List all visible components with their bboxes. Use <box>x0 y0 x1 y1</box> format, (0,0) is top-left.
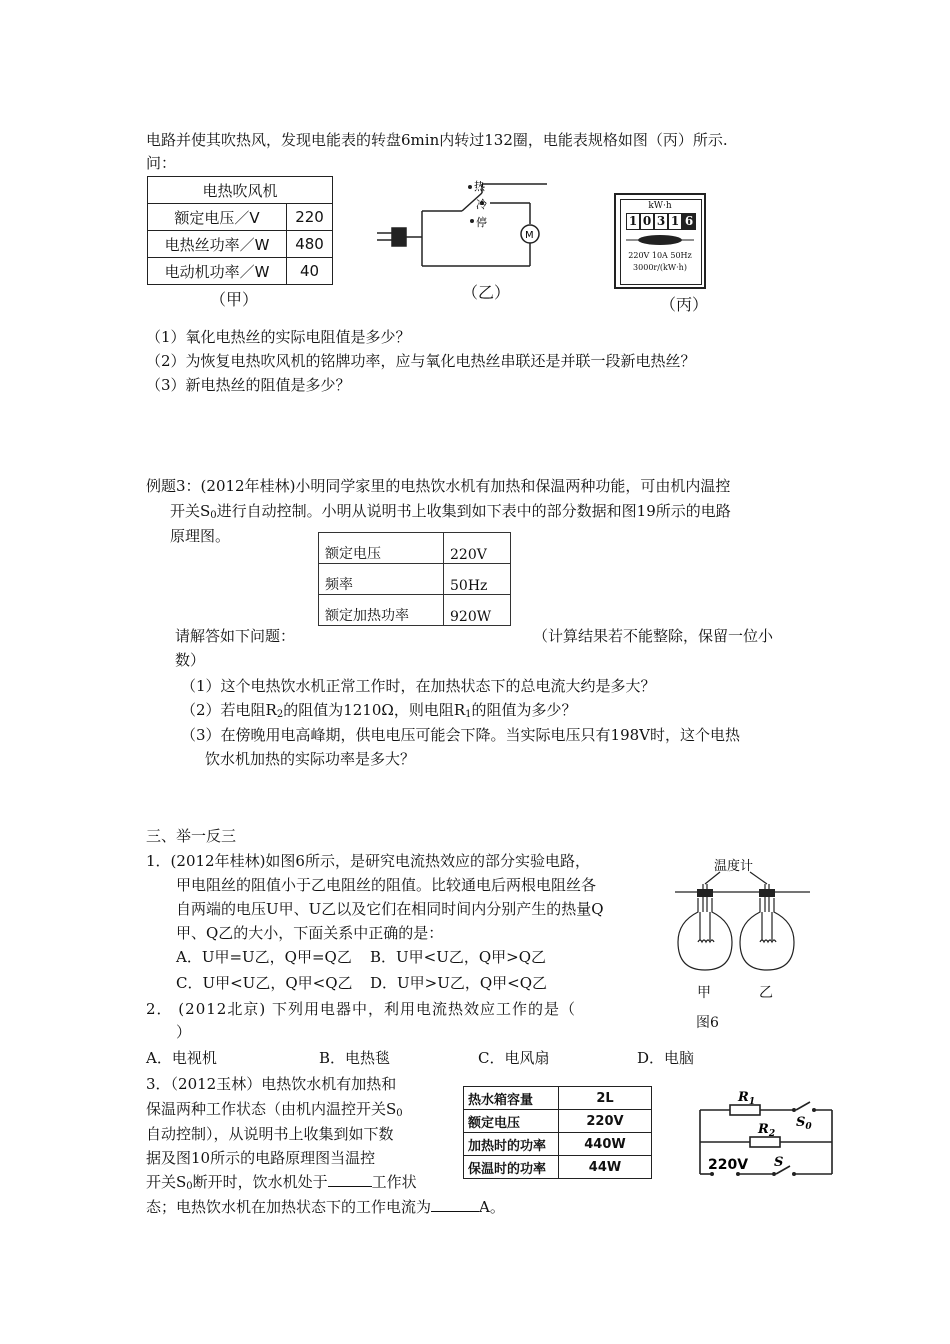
example3-line-1: 例题3：(2012年桂林)小明同学家里的电热饮水机有加热和保温两种功能，可由机内温控 <box>146 477 731 495</box>
table-row: 加热时的功率 440W <box>464 1133 652 1156</box>
problem3-spec-table <box>463 1086 652 1179</box>
figure-6-flasks <box>670 852 815 992</box>
problem1-option-c: C．U甲<U乙，Q甲<Q乙 <box>176 974 353 992</box>
svg-text:R1 <box>737 1090 755 1107</box>
problem2-option-a: A．电视机 <box>146 1049 217 1067</box>
answer-blank-current[interactable] <box>431 1197 479 1212</box>
problem1-option-a: A．U甲=U乙，Q甲=Q乙 <box>176 948 352 966</box>
table-row: 电热丝功率／W 480 <box>148 231 333 258</box>
problem1-option-b: B．U甲<U乙，Q甲>Q乙 <box>370 948 547 966</box>
example3-q3-line-2: 饮水机加热的实际功率是多大？ <box>205 750 416 768</box>
table-title: 电热吹风机 <box>148 177 333 204</box>
meter-disc <box>626 233 694 247</box>
r1-label: R <box>738 1090 749 1105</box>
r1-sub: 1 <box>748 1097 756 1107</box>
question-3: （3）新电热丝的阻值是多少？ <box>146 376 351 394</box>
figure-6-label-yi: 乙 <box>759 985 773 1001</box>
question-1: （1）氧化电热丝的实际电阻值是多少？ <box>146 328 411 346</box>
problem1-line-4: 甲、Q乙的大小，下面关系中正确的是： <box>176 924 444 942</box>
svg-text:S0 <box>796 1115 812 1132</box>
answer-blank-state[interactable] <box>328 1172 372 1187</box>
example3-q1: （1）这个电热饮水机正常工作时，在加热状态下的总电流大约是多大？ <box>181 677 656 695</box>
water-dispenser-spec-table <box>318 532 511 626</box>
svg-text:R2 <box>757 1122 775 1139</box>
caption-yi: （乙） <box>462 283 511 302</box>
problem2-option-d: D．电脑 <box>637 1049 695 1067</box>
example3-line-2: 开关$S_0$进行自动控制。小明从说明书上收集到如下表中的部分数据和图19所示的电路 <box>170 502 731 521</box>
table-row: 保温时的功率 44W <box>464 1156 652 1179</box>
problem3-line-4: 据及图10所示的电路原理图当温控 <box>146 1149 376 1167</box>
meter-unit: kW·h <box>648 201 672 211</box>
section-title: 三、举一反三 <box>146 827 237 845</box>
table-row: 热水箱容量 2L <box>464 1087 652 1110</box>
intro-line-2: 问： <box>146 154 177 172</box>
label-stop: 停 <box>476 216 487 229</box>
s0-label: S <box>796 1115 806 1130</box>
example3-ask: 请解答如下问题： <box>175 627 296 645</box>
problem1-line-1: 1．(2012年桂林)如图6所示，是研究电流热效应的部分实验电路， <box>146 852 590 870</box>
hair-dryer-circuit-diagram <box>372 176 552 276</box>
table-row: 额定电压 220V <box>319 533 511 564</box>
problem2-option-b: B．电热毯 <box>319 1049 391 1067</box>
figure-6-label-jia: 甲 <box>697 985 711 1001</box>
thermometer-label: 温度计 <box>714 859 754 874</box>
figure-6-caption: 图6 <box>696 1015 719 1031</box>
r2-label: R <box>758 1122 769 1137</box>
problem2-line-2: ） <box>176 1023 192 1041</box>
meter-spec-2: 3000r/(kW·h) <box>633 263 687 272</box>
example3-q2: （2）若电阻$R_2$的阻值为1210Ω，则电阻$R_1$的阻值为多少？ <box>181 701 577 720</box>
problem1-option-d: D．U甲>U乙，Q甲<Q乙 <box>370 974 548 992</box>
problem2-option-c: C．电风扇 <box>478 1049 550 1067</box>
meter-spec-1: 220V 10A 50Hz <box>628 251 692 260</box>
example3-line-3: 原理图。 <box>170 527 231 545</box>
problem3-line-1: 3．（2012玉林）电热饮水机有加热和 <box>146 1075 397 1093</box>
caption-jia: （甲） <box>210 290 259 309</box>
intro-line-1: 电路并使其吹热风，发现电能表的转盘6min内转过132圈，电能表规格如图（丙）所示. <box>146 131 728 149</box>
label-hot: 热 <box>474 180 485 193</box>
table-row: 额定电压／V 220 <box>148 204 333 231</box>
problem3-line-3: 自动控制），从说明书上收集到如下数 <box>146 1125 394 1143</box>
example3-note: （计算结果若不能整除，保留一位小 <box>533 627 774 645</box>
table-row: 额定电压 220V <box>464 1110 652 1133</box>
r2-sub: 2 <box>768 1129 776 1139</box>
table-row: 额定加热功率 920W <box>319 595 511 626</box>
hair-dryer-spec-table <box>147 176 333 285</box>
table-row: 电动机功率／W 40 <box>148 258 333 285</box>
energy-meter <box>614 193 706 289</box>
problem3-line-2: 保温两种工作状态（由机内温控开关$S_0$ <box>146 1100 403 1119</box>
problem3-line-5: 开关$S_0$断开时，饮水机处于 工作状 <box>146 1173 417 1192</box>
voltage-label: 220V <box>708 1157 749 1173</box>
question-2: （2）为恢复电热吹风机的铭牌功率，应与氧化电热丝串联还是并联一段新电热丝？ <box>146 352 696 370</box>
example3-q3-line-1: （3）在傍晚用电高峰期，供电电压可能会下降。当实际电压只有198V时，这个电热 <box>181 726 741 744</box>
s0-sub: 0 <box>805 1122 812 1132</box>
caption-bing: （丙） <box>660 295 709 314</box>
problem1-line-2: 甲电阻丝的阻值小于乙电阻丝的阻值。比较通电后两根电阻丝各 <box>176 876 597 894</box>
label-cold: 冷 <box>476 198 487 211</box>
s-label: S <box>774 1155 784 1170</box>
figure-10-circuit <box>692 1086 842 1186</box>
meter-digits: 1 0 3 1 6 <box>626 213 696 230</box>
motor-label: M <box>525 230 534 241</box>
table-row: 频率 50Hz <box>319 564 511 595</box>
example3-note-2: 数） <box>175 651 206 669</box>
problem2-line-1: 2． (2012北京) 下列用电器中，利用电流热效应工作的是（ <box>146 1000 576 1018</box>
problem3-line-6: 态；电热饮水机在加热状态下的工作电流为 A。 <box>146 1198 505 1216</box>
problem1-line-3: 自两端的电压U甲、U乙以及它们在相同时间内分别产生的热量Q <box>176 900 604 918</box>
